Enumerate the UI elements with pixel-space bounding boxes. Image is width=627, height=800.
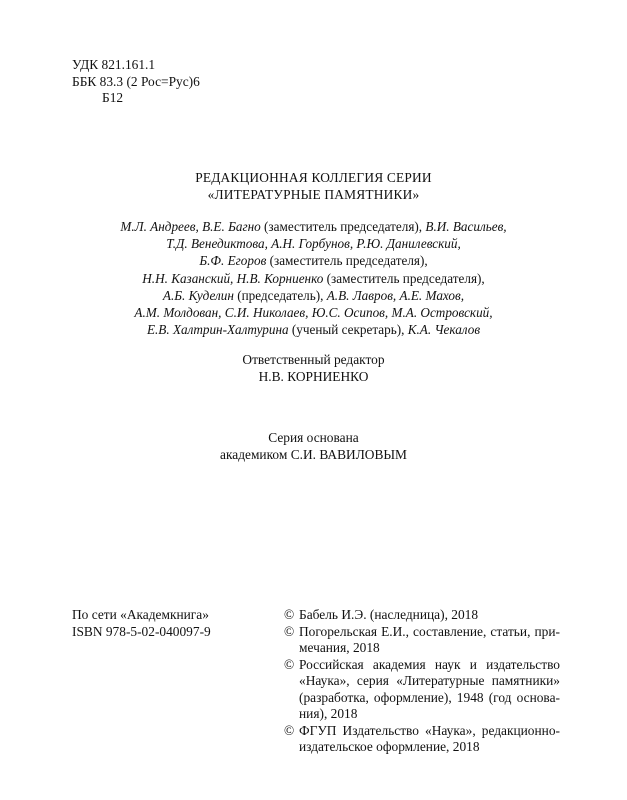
- member-name: В.И. Васильев,: [425, 219, 507, 234]
- copyright-text: Погорельская Е.И., составление, статьи, примечания, 2018: [299, 623, 560, 655]
- responsible-editor: [0, 352, 627, 385]
- copyright-symbol: ©: [284, 623, 295, 639]
- member-name: В.Е. Багно: [202, 219, 261, 234]
- responsible-editor-label: Ответственный редактор: [242, 352, 385, 367]
- member-role: (заместитель председателя),: [264, 219, 423, 234]
- copyright-text: ФГУП Издательство «Наука», редакционно-издательское оформление, 2018: [299, 722, 560, 754]
- series-founded-line1: Серия основана: [268, 430, 359, 445]
- editorial-board-members: [0, 218, 627, 338]
- udk-code: УДК 821.161.1: [72, 57, 156, 72]
- member-name: С.И. Николаев,: [224, 305, 309, 321]
- member-name: Р.Ю. Данилевский,: [356, 236, 461, 252]
- member-name: Ю.С. Осипов,: [311, 305, 389, 321]
- copyright-block: [284, 607, 560, 756]
- board-title-line1: РЕДАКЦИОННАЯ КОЛЛЕГИЯ СЕРИИ: [195, 170, 432, 185]
- copyright-item: [284, 624, 560, 657]
- member-role: (председатель),: [237, 287, 324, 303]
- copyright-symbol: ©: [284, 656, 295, 672]
- board-line: [0, 287, 627, 304]
- member-name: Н.В. Корниенко: [236, 270, 324, 286]
- board-title-line2: «ЛИТЕРАТУРНЫЕ ПАМЯТНИКИ»: [207, 186, 420, 202]
- member-name: А.М. Молдован,: [134, 305, 222, 321]
- series-founded: [0, 430, 627, 463]
- member-name: Н.Н. Казанский,: [142, 270, 234, 286]
- member-name: М.Л. Андреев,: [120, 219, 199, 234]
- copyright-item: [284, 723, 560, 756]
- copyright-text: Бабель И.Э. (наследница), 2018: [299, 607, 479, 622]
- copyright-symbol: ©: [284, 607, 295, 622]
- board-line: [0, 218, 627, 235]
- series-founded-line2: академиком С.И. ВАВИЛОВЫМ: [220, 446, 407, 462]
- member-name: А.Н. Горбунов,: [271, 236, 354, 252]
- distribution-network: По сети «Академкнига»: [72, 607, 209, 622]
- member-name: А.Б. Куделин: [162, 287, 234, 303]
- board-line: [0, 304, 627, 321]
- member-name: М.А. Островский,: [391, 305, 493, 321]
- isbn: ISBN 978-5-02-040097-9: [72, 623, 211, 639]
- board-line: [0, 270, 627, 287]
- member-name: Б.Ф. Егоров: [199, 253, 267, 269]
- member-role: (ученый секретарь),: [291, 322, 405, 338]
- member-role: (заместитель председателя),: [326, 270, 485, 286]
- copyright-symbol: ©: [284, 722, 295, 738]
- member-name: Т.Д. Венедиктова,: [166, 236, 268, 252]
- bbk-code: ББК 83.3 (2 Рос=Рус)6: [72, 73, 200, 89]
- editorial-board-title: [0, 170, 627, 203]
- copyright-item: [284, 607, 560, 624]
- member-name: А.В. Лавров,: [326, 287, 397, 303]
- member-name: К.А. Чекалов: [407, 322, 481, 338]
- author-mark: Б12: [102, 90, 124, 105]
- copyright-item: [284, 657, 560, 723]
- member-name: А.Е. Махов,: [399, 287, 465, 303]
- board-line: [0, 235, 627, 252]
- classification-block: [72, 57, 200, 107]
- responsible-editor-name: Н.В. КОРНИЕНКО: [258, 368, 369, 384]
- member-role: (заместитель председателя),: [269, 253, 428, 269]
- copyright-text: Российская академия наук и издательство «Наука», серия «Литературные памятники» (разработка, оформление), 1948 (год основания), 2018: [299, 656, 560, 721]
- board-line: [0, 321, 627, 338]
- member-name: Е.В. Халтрин-Халтурина: [146, 322, 289, 338]
- board-line: [0, 252, 627, 269]
- distribution-block: [72, 607, 211, 640]
